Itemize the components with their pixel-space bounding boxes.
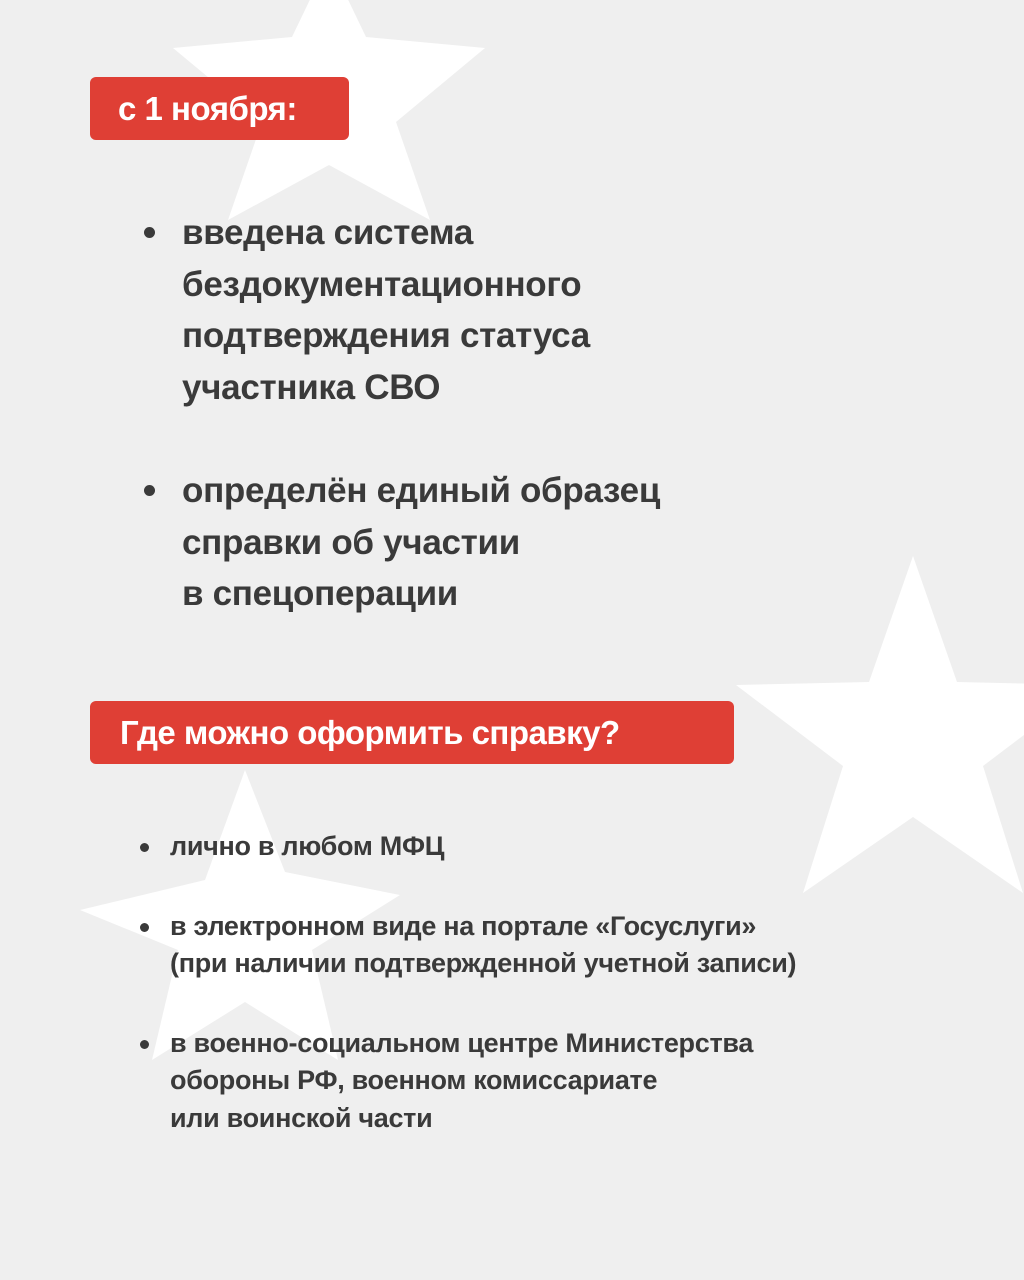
bullet-icon: [144, 227, 155, 238]
list-item: [182, 207, 942, 413]
list-item-line: в спецоперации: [182, 574, 459, 613]
list-item-line: подтверждения статуса: [182, 316, 590, 355]
list-item: [182, 465, 942, 620]
list-item-line: справки об участии: [182, 522, 520, 562]
changes-list: [182, 207, 942, 672]
list-item-line: (при наличии подтвержденной учетной записи): [170, 948, 797, 978]
bullet-icon: [140, 923, 149, 932]
list-item-line: в военно-социальном центре Министерства: [170, 1027, 754, 1058]
list-item: [170, 908, 990, 983]
list-item-line: введена система: [182, 213, 474, 252]
list-item-line: бездокументационного: [182, 264, 582, 304]
list-item-line: в электронном виде на портале «Госуслуги»: [170, 910, 757, 941]
bullet-icon: [140, 1040, 149, 1049]
list-item: [170, 828, 990, 866]
bullet-icon: [144, 485, 155, 496]
list-item: [170, 1025, 990, 1138]
date-badge: с 1 ноября:: [90, 77, 349, 140]
list-item-line: участника СВО: [182, 367, 441, 407]
bullet-icon: [140, 843, 149, 852]
list-item-line: определён единый образец: [182, 471, 661, 510]
list-item-line: или воинской части: [170, 1102, 433, 1133]
list-item-line: обороны РФ, военном комиссариате: [170, 1065, 658, 1095]
where-title-badge: Где можно оформить справку?: [90, 701, 734, 764]
where-list: [170, 828, 990, 1179]
list-item-line: лично в любом МФЦ: [170, 831, 445, 861]
